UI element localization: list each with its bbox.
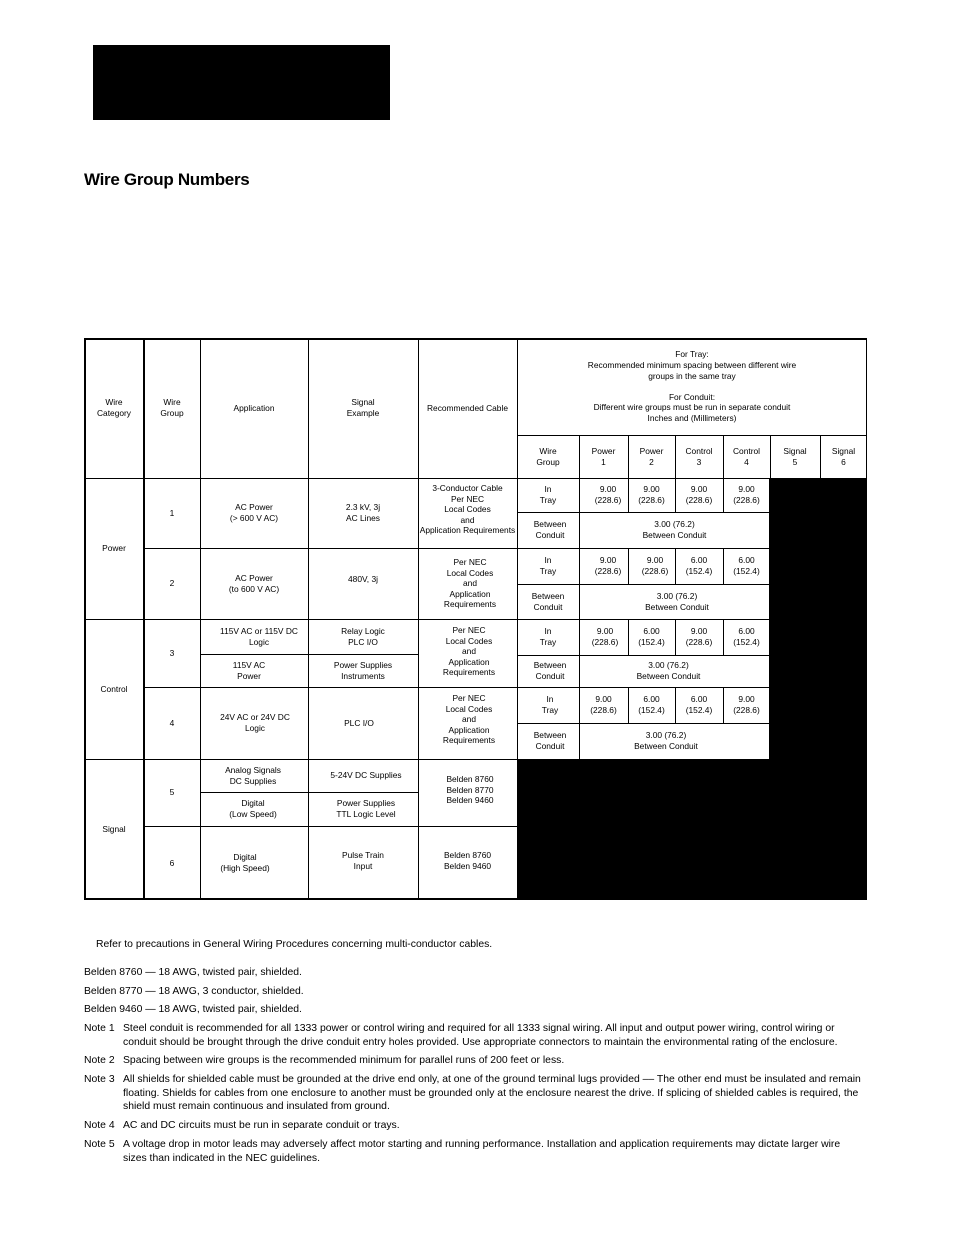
g2-in-tray-label: In Tray xyxy=(539,555,557,576)
header-spacing-note: For Tray: Recommended minimum spacing between different wire groups in the same tray For Conduit: Different wire groups must be run in separate conduit Inches and (Millimeters) xyxy=(587,349,797,423)
g4-signal-example: PLC I/O xyxy=(344,717,374,728)
vline-g4-tray-3 xyxy=(723,687,724,723)
vline-signal5 xyxy=(820,435,821,478)
category-signal: Signal xyxy=(102,824,126,835)
header-power-1: Power 1 xyxy=(591,445,616,467)
hline-header-bottom xyxy=(84,478,770,479)
header-signal-example: Signal Example xyxy=(346,397,380,418)
belden-8770-note: Belden 8770 — 18 AWG, 3 conductor, shielded. xyxy=(84,986,304,997)
note-1-label: Note 1 xyxy=(84,1023,115,1034)
vline-g3-tray-2 xyxy=(675,619,676,655)
g1-control4: 9.00 (228.6) xyxy=(733,484,760,505)
intro-note: Refer to precautions in General Wiring Procedures concerning multi-conductor cables. xyxy=(96,939,493,950)
g3-conduit-spacing: 3.00 (76.2) Between Conduit xyxy=(636,660,701,681)
vline-g3-tray xyxy=(628,619,629,655)
header-recommended-cable: Recommended Cable xyxy=(426,402,508,413)
g4-control3: 6.00 (152.4) xyxy=(685,694,713,715)
hline-group5 xyxy=(144,826,518,827)
g3-power2: 6.00 (152.4) xyxy=(638,626,665,647)
hline-category-control xyxy=(84,759,518,760)
g3a-application: 115V AC or 115V DC Logic xyxy=(220,625,298,647)
category-control: Control xyxy=(100,683,128,694)
g6-application: Digital (High Speed) xyxy=(220,852,270,873)
g4-power2: 6.00 (152.4) xyxy=(638,694,665,715)
g1-application: AC Power (> 600 V AC) xyxy=(229,502,279,523)
group-6: 6 xyxy=(169,857,175,868)
g3-control4: 6.00 (152.4) xyxy=(733,626,760,647)
table-border-top xyxy=(84,338,867,340)
g2-conduit-spacing: 3.00 (76.2) Between Conduit xyxy=(645,590,709,612)
g1-signal-example: 2.3 kV, 3j AC Lines xyxy=(345,502,381,523)
note-1-text: Steel conduit is recommended for all 1333 power or control wiring and required for all 1333 signal wiring. All input and output power wiring, control wiring or conduit should be brought through the drive conduit entry holes provided. Use appropriate connectors to maintain the environmental rating of the enclosure. xyxy=(123,1023,838,1048)
vline-control4 xyxy=(770,435,771,478)
hline-g2-tray xyxy=(517,584,770,585)
vline-g4-tray-2 xyxy=(675,687,676,723)
header-power-2: Power 2 xyxy=(639,445,664,467)
header-sub-wire-group: Wire Group xyxy=(536,445,560,467)
g4-power1: 9.00 (228.6) xyxy=(590,694,617,715)
note-3-text: All shields for shielded cable must be grounded at the drive end only, at one of the ground terminal lugs provided –– The other end must be insulated and remain floating. Shields for cables from one enclosure to another must be grounded only at the enclosure nearest the drive. If splicing of shielded cables is required, the shield must remain continuous and insulated from ground. xyxy=(123,1074,861,1113)
header-wire-group: Wire Group xyxy=(160,397,184,418)
note-5-text: A voltage drop in motor leads may adversely affect motor starting and running performance. Installation and application requirements may dictate larger wire sizes than indicated in the NEC guidelines. xyxy=(123,1139,841,1164)
g6-signal-example: Pulse Train Input xyxy=(342,850,384,871)
header-black-block xyxy=(93,45,390,120)
hline-g3-sub xyxy=(200,654,418,655)
g4-cable: Per NEC Local Codes and Application Requirements xyxy=(442,693,496,746)
g1-conduit-spacing: 3.00 (76.2) Between Conduit xyxy=(642,519,707,540)
table-border-right xyxy=(866,338,867,479)
group-3: 3 xyxy=(169,647,175,658)
g2-power1: 9.00 (228.6) xyxy=(594,555,622,576)
g4-in-tray-label: In Tray xyxy=(541,694,559,715)
vline-g1-tray-2 xyxy=(675,478,676,512)
g2-application: AC Power (to 600 V AC) xyxy=(228,572,280,594)
group-4: 4 xyxy=(169,717,175,728)
hline-g3-tray xyxy=(517,655,770,656)
page-title: Wire Group Numbers xyxy=(84,170,250,189)
black-fill-signal-rows xyxy=(517,759,867,900)
header-control-4: Control 4 xyxy=(733,445,760,467)
g3-control3: 9.00 (228.6) xyxy=(685,626,713,647)
g2-cable: Per NEC Local Codes and Application Requirements xyxy=(443,557,497,610)
g2-control3: 6.00 (152.4) xyxy=(685,555,713,576)
g4-control4: 9.00 (228.6) xyxy=(733,694,760,715)
g6-cable: Belden 8760 Belden 9460 xyxy=(443,850,492,871)
note-4-label: Note 4 xyxy=(84,1120,115,1131)
group-5: 5 xyxy=(169,787,175,798)
g4-application: 24V AC or 24V DC Logic xyxy=(220,712,290,733)
note-2-text: Spacing between wire groups is the recommended minimum for parallel runs of 200 feet or less. xyxy=(123,1055,565,1066)
g5b-application: Digital (Low Speed) xyxy=(229,798,277,819)
vline-g2-tray xyxy=(628,548,629,584)
g1-in-tray-label: In Tray xyxy=(539,484,557,505)
note-3-label: Note 3 xyxy=(84,1074,115,1085)
g2-between-conduit-label: Between Conduit xyxy=(531,590,565,612)
group-2: 2 xyxy=(169,578,175,589)
g5-cable: Belden 8760 Belden 8770 Belden 9460 xyxy=(446,774,494,806)
g1-power2: 9.00 (228.6) xyxy=(638,484,665,505)
g3b-signal-example: Power Supplies Instruments xyxy=(333,659,393,681)
vline-sub-wire-group xyxy=(579,435,580,760)
hline-g4-tray xyxy=(517,723,770,724)
vline-g1-tray xyxy=(628,478,629,512)
g2-signal-example: 480V, 3j xyxy=(348,574,378,585)
g3-power1: 9.00 (228.6) xyxy=(591,626,619,647)
category-power: Power xyxy=(102,543,126,554)
note-5-label: Note 5 xyxy=(84,1139,115,1150)
vline-power1 xyxy=(628,435,629,478)
g5a-signal-example: 5-24V DC Supplies xyxy=(330,770,402,781)
vline-power2 xyxy=(675,435,676,478)
note-4-text: AC and DC circuits must be run in separate conduit or trays. xyxy=(123,1120,400,1131)
g3-in-tray-label: In Tray xyxy=(539,626,557,647)
hline-g5-sub xyxy=(200,792,418,793)
hline-spacing-subheader xyxy=(517,435,867,436)
black-fill-signal-columns xyxy=(769,478,867,760)
hline-category-power xyxy=(84,619,770,620)
header-control-3: Control 3 xyxy=(685,445,713,467)
g1-control3: 9.00 (228.6) xyxy=(685,484,713,505)
g5a-application: Analog Signals DC Supplies xyxy=(225,764,281,786)
vline-control3 xyxy=(723,435,724,478)
hline-g1-tray xyxy=(517,512,770,513)
g4-conduit-spacing: 3.00 (76.2) Between Conduit xyxy=(634,730,698,751)
note-2-label: Note 2 xyxy=(84,1055,115,1066)
vline-g2-tray-3 xyxy=(723,548,724,584)
g3-between-conduit-label: Between Conduit xyxy=(533,660,567,681)
header-wire-category: Wire Category xyxy=(97,397,131,418)
g1-power1: 9.00 (228.6) xyxy=(594,484,622,505)
header-signal-5: Signal 5 xyxy=(783,445,807,467)
belden-9460-note: Belden 9460 — 18 AWG, twisted pair, shielded. xyxy=(84,1004,302,1015)
g2-power2: 9.00 (228.6) xyxy=(641,555,669,576)
group-1: 1 xyxy=(169,507,175,518)
header-application: Application xyxy=(233,402,275,413)
vline-g4-tray xyxy=(628,687,629,723)
hline-group3 xyxy=(144,687,770,688)
header-signal-6: Signal 6 xyxy=(831,445,856,467)
g3-cable: Per NEC Local Codes and Application Requirements xyxy=(442,625,496,678)
hline-group1 xyxy=(144,548,770,549)
vline-g2-tray-2 xyxy=(675,548,676,584)
g3a-signal-example: Relay Logic PLC I/O xyxy=(341,625,385,647)
g4-between-conduit-label: Between Conduit xyxy=(533,730,567,751)
g2-control4: 6.00 (152.4) xyxy=(733,555,760,576)
g5b-signal-example: Power Supplies TTL Logic Level xyxy=(336,798,396,819)
g1-cable: 3-Conductor Cable Per NEC Local Codes and Application Requirements xyxy=(419,483,516,536)
g3b-application: 115V AC Power xyxy=(232,659,266,681)
g1-between-conduit-label: Between Conduit xyxy=(533,519,567,540)
vline-g1-tray-3 xyxy=(723,478,724,512)
table-border-bottom xyxy=(84,898,518,900)
belden-8760-note: Belden 8760 — 18 AWG, twisted pair, shielded. xyxy=(84,967,302,978)
vline-g3-tray-3 xyxy=(723,619,724,655)
